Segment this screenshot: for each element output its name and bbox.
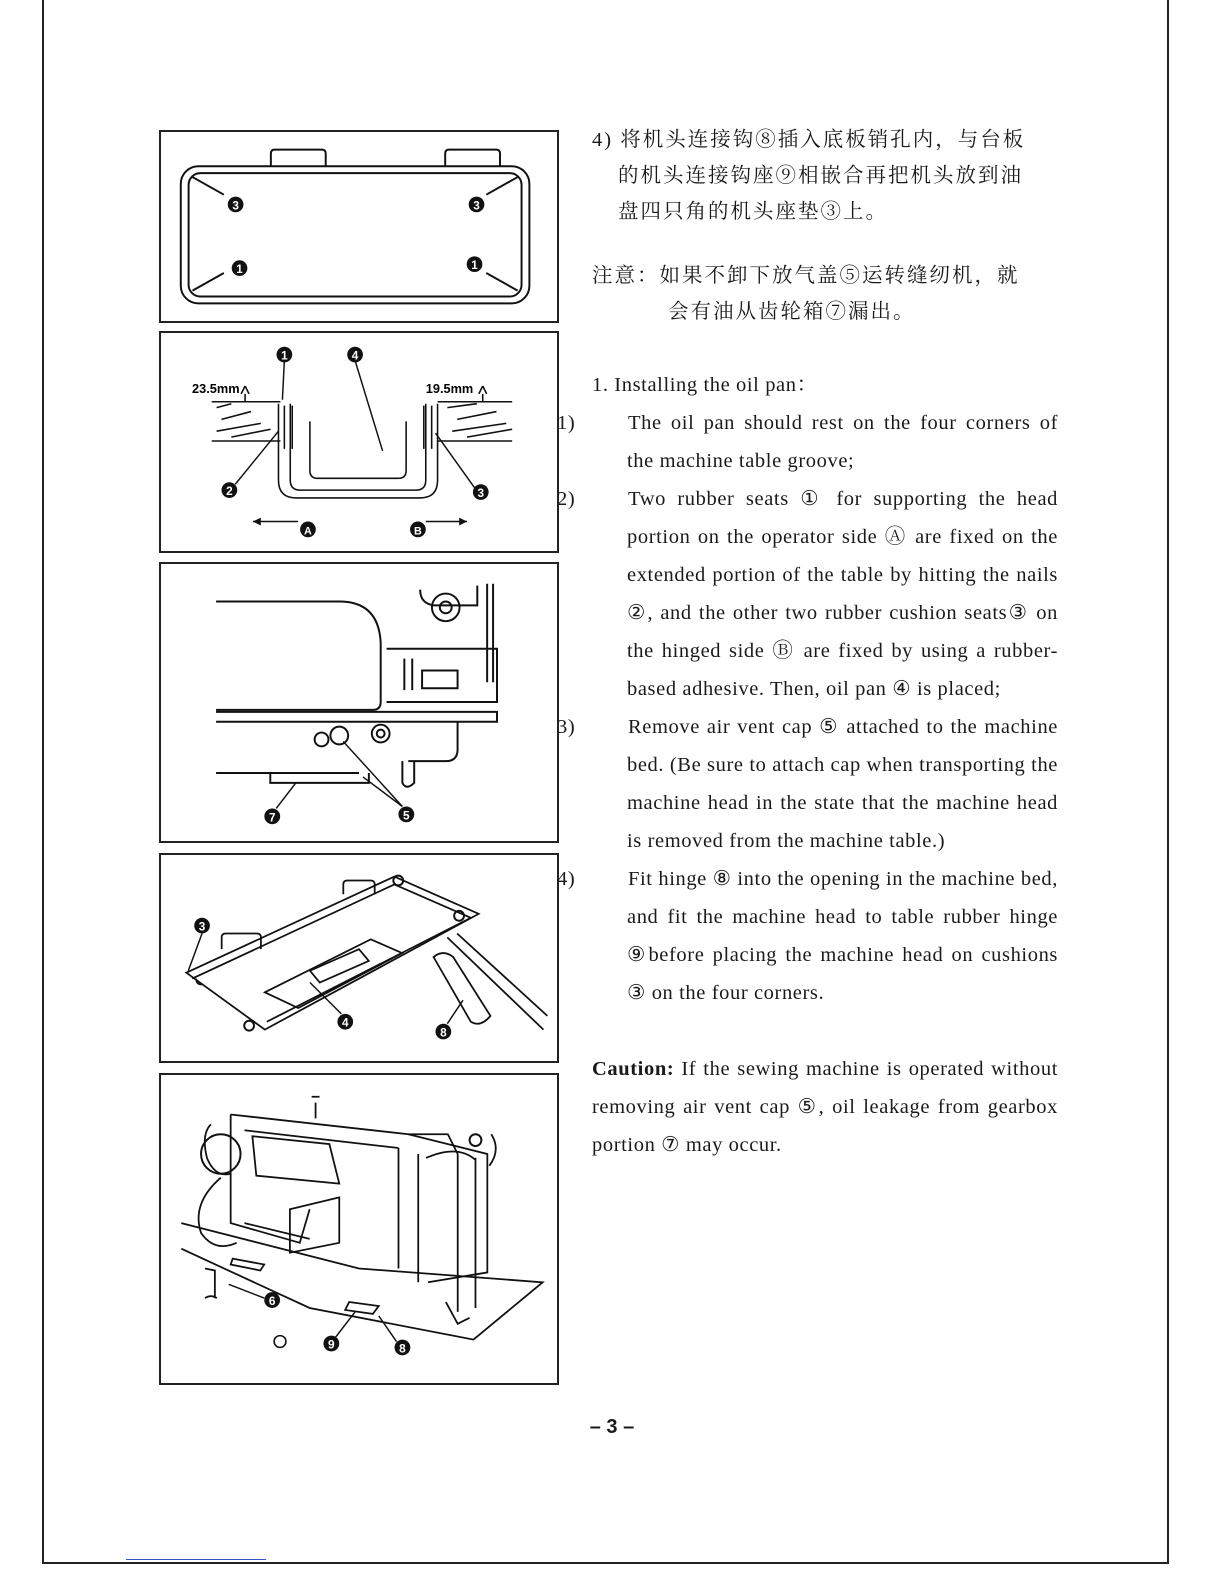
svg-text:9: 9	[328, 1337, 335, 1352]
figure-oil-pan-top-view	[159, 130, 559, 323]
cn-step4	[592, 122, 1058, 230]
dimension-23-5mm: 23.5mm	[192, 380, 240, 396]
step-3-text: Remove air vent cap ⑤ attached to the machine bed. (Be sure to attach cap when transporting the machine head in the state that the machine head is removed from the machine table.)	[627, 716, 1058, 852]
dimension-19-5mm: 19.5mm	[425, 380, 474, 396]
caution-label: Caution:	[592, 1058, 675, 1080]
sewing-machine-illustration	[161, 1075, 557, 1383]
step-1-text: The oil pan should rest on the four corners of the machine table groove;	[627, 412, 1058, 472]
figure-machine-bed-vent-cap	[159, 562, 559, 843]
page-number: – 3 –	[589, 1416, 635, 1438]
cn-note-line1: 注意：如果不卸下放气盖⑤运转缝纫机，就	[592, 265, 1020, 287]
svg-text:5: 5	[403, 808, 410, 823]
fig4-callout-4	[337, 1014, 353, 1030]
machine-bed-illustration	[161, 564, 557, 841]
step-3-label: 3)	[557, 716, 576, 738]
cn-step4-line3: 盘四只角的机头座垫③上。	[618, 201, 888, 223]
fig1-callout-1-right	[467, 256, 483, 272]
fig5-callout-6	[264, 1292, 280, 1308]
svg-text:1: 1	[471, 259, 478, 273]
step-4-label: 4)	[557, 868, 576, 890]
step-2-label: 2)	[557, 488, 576, 510]
fig5-callout-9	[323, 1336, 339, 1352]
svg-text:7: 7	[268, 810, 276, 825]
svg-text:A: A	[304, 525, 312, 538]
svg-text:3: 3	[477, 486, 485, 500]
fig2-callout-A	[300, 522, 316, 538]
fig2-callout-4	[347, 347, 363, 363]
fig5-callout-8	[395, 1340, 411, 1356]
oil-pan-perspective-illustration	[161, 855, 557, 1061]
svg-text:8: 8	[399, 1341, 406, 1356]
svg-text:3: 3	[232, 199, 239, 213]
cn-step4-line2: 的机头连接钩座⑨相嵌合再把机头放到油	[618, 165, 1023, 187]
step-2-text: Two rubber seats ① for supporting the head portion on the operator side Ⓐ are fixed on the extended portion of the table by hitting the nails ②, and the other two rubber cushion seats③ on the hinged side Ⓑ are fixed by using a rubber-based adhesive. Then, oil pan ④ is placed;	[627, 488, 1058, 700]
fig2-callout-B	[410, 522, 426, 538]
oil-pan-top-illustration	[161, 132, 557, 321]
step-2	[557, 480, 1058, 708]
figure-machine-head-on-table	[159, 1073, 559, 1385]
section-title: 1. Installing the oil pan：	[592, 374, 818, 396]
fig2-callout-3	[473, 484, 489, 500]
caution-note	[592, 1050, 1058, 1164]
svg-text:4: 4	[351, 349, 359, 363]
caution-text: If the sewing machine is operated without removing air vent cap ⑤, oil leakage from gearbox portion ⑦ may occur.	[592, 1058, 1058, 1156]
svg-text:1: 1	[236, 263, 243, 277]
svg-text:B: B	[414, 525, 422, 538]
step-4	[557, 860, 1058, 1012]
fig2-callout-2	[222, 482, 238, 498]
figure-oil-pan-cross-section	[159, 331, 559, 553]
svg-text:8: 8	[440, 1026, 447, 1040]
fig3-callout-7	[264, 808, 280, 824]
instructions-text-column	[557, 122, 1058, 1164]
step-1	[557, 404, 1058, 480]
cn-note-line2: 会有油从齿轮箱⑦漏出。	[668, 301, 916, 323]
svg-text:6: 6	[268, 1294, 276, 1309]
fig1-callout-3-left	[228, 197, 244, 213]
svg-text:4: 4	[341, 1016, 349, 1030]
fig2-callout-1	[277, 347, 293, 363]
cn-note	[592, 258, 1058, 330]
svg-text:1: 1	[281, 349, 288, 363]
step-3	[557, 708, 1058, 860]
cn-step4-line1: 4) 将机头连接钩⑧插入底板销孔内，与台板	[592, 129, 1026, 151]
fig3-callout-5	[398, 806, 414, 822]
step-1-label: 1)	[557, 412, 576, 434]
fig4-callout-8	[436, 1024, 452, 1040]
svg-text:2: 2	[226, 485, 233, 499]
svg-text:3: 3	[473, 199, 480, 213]
fig1-callout-3-right	[469, 197, 485, 213]
fig4-callout-3	[194, 918, 210, 934]
figure-oil-pan-perspective	[159, 853, 559, 1063]
bottom-link-underline[interactable]	[126, 1559, 266, 1560]
svg-text:3: 3	[198, 920, 206, 934]
fig1-callout-1-left	[232, 260, 248, 276]
oil-pan-section-illustration	[161, 333, 557, 551]
step-4-text: Fit hinge ⑧ into the opening in the machine bed, and fit the machine head to table rubber hinge ⑨before placing the machine head on cushions ③ on the four corners.	[627, 868, 1058, 1004]
